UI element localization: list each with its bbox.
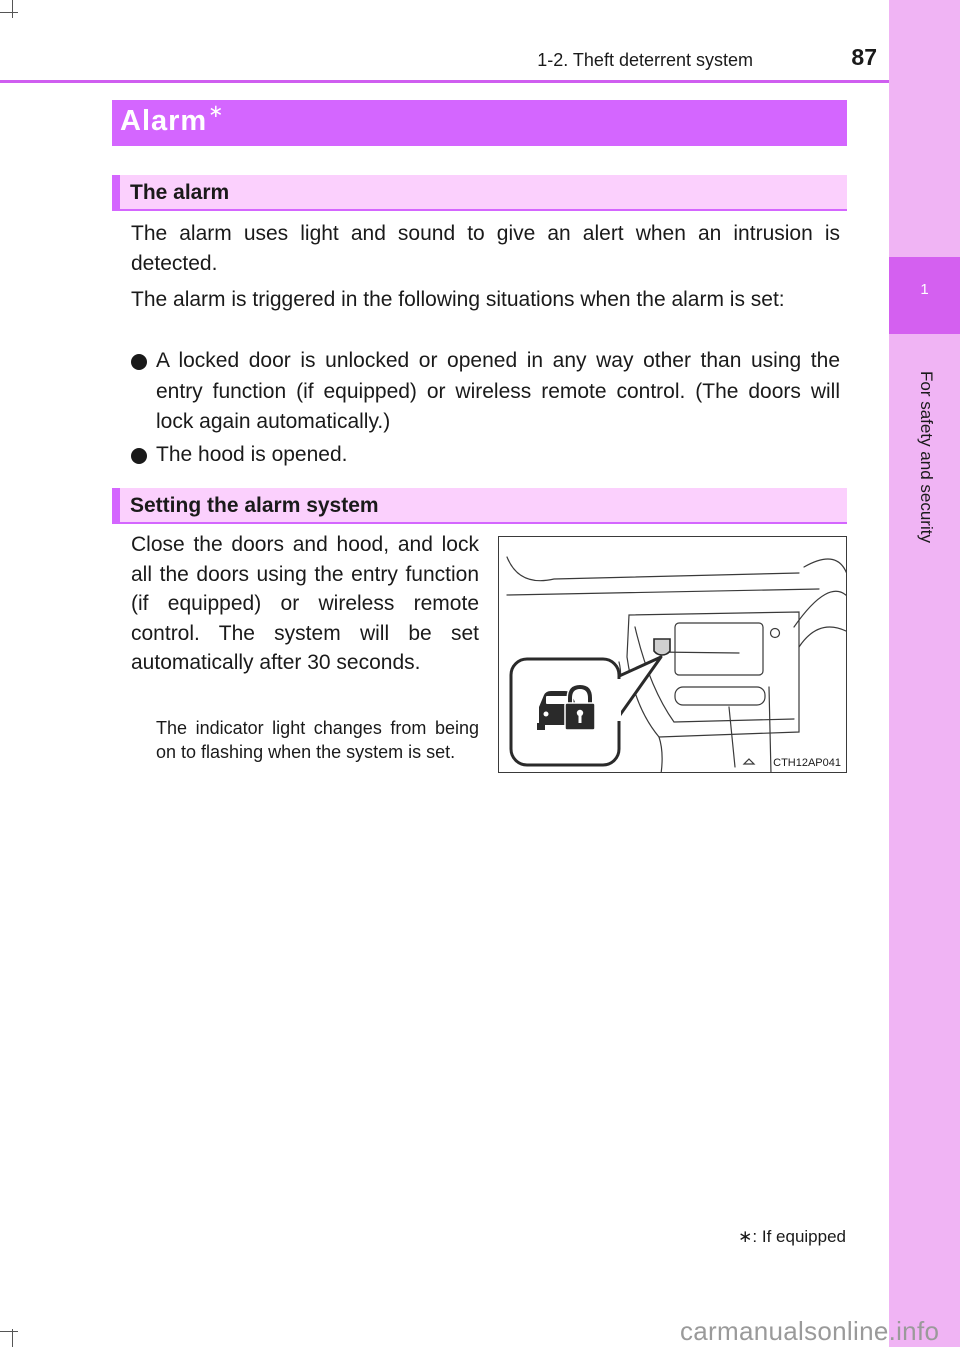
- page-header: [0, 0, 889, 85]
- dashboard-drawing: [499, 537, 847, 773]
- page-title: [120, 101, 225, 138]
- dashboard-illustration: [498, 536, 847, 773]
- side-band: [889, 0, 960, 1347]
- paragraph-setting-alarm: Close the doors and hood, and lock all the doors using the entry function (if equipped) or wireless remote control. The system will be set automatically after 30 seconds.: [131, 533, 479, 674]
- indicator-lamp: [654, 639, 670, 655]
- crop-mark: [0, 1331, 18, 1332]
- bullet-icon: [131, 354, 147, 370]
- callout-pointer: [615, 657, 661, 722]
- bullet-item: [131, 346, 840, 438]
- bullet-text: A locked door is unlocked or opened in any way other than using the entry function (if equipped) or wireless remote control. (The doors will lock again automatically.): [156, 349, 840, 433]
- header-section-title: 1-2. Theft deterrent system: [537, 50, 753, 70]
- section-heading-text: Setting the alarm system: [130, 494, 379, 517]
- chapter-number: 1: [920, 281, 929, 298]
- watermark: carmanualsonline.info: [680, 1316, 940, 1346]
- asterisk-marker: ∗: [208, 101, 225, 121]
- note-indicator-light: The indicator light changes from being on to flashing when the system is set.: [156, 718, 479, 762]
- paragraph-alarm-trigger: The alarm is triggered in the following situations when the alarm is set:: [131, 288, 785, 311]
- section-heading-text: The alarm: [130, 181, 230, 204]
- section-heading-setting-alarm: [112, 488, 847, 524]
- page-number: 87: [851, 44, 877, 70]
- section-heading-the-alarm: [112, 175, 847, 211]
- car-lock-icon: [537, 687, 595, 730]
- bullet-icon: [131, 448, 147, 464]
- page-title-text: Alarm: [120, 105, 208, 137]
- chapter-tab[interactable]: [889, 257, 960, 334]
- chapter-label: For safety and security: [917, 371, 936, 543]
- paragraph-alarm-intro: The alarm uses light and sound to give an alert when an intrusion is detected.: [131, 222, 840, 275]
- illustration-code: CTH12AP041: [773, 757, 841, 769]
- crop-mark: [12, 1329, 13, 1347]
- footnote: ∗: If equipped: [738, 1227, 846, 1246]
- header-rule: [0, 80, 889, 83]
- bullet-text: The hood is opened.: [156, 443, 348, 466]
- title-bar: [112, 100, 847, 146]
- bullet-item: [131, 440, 840, 471]
